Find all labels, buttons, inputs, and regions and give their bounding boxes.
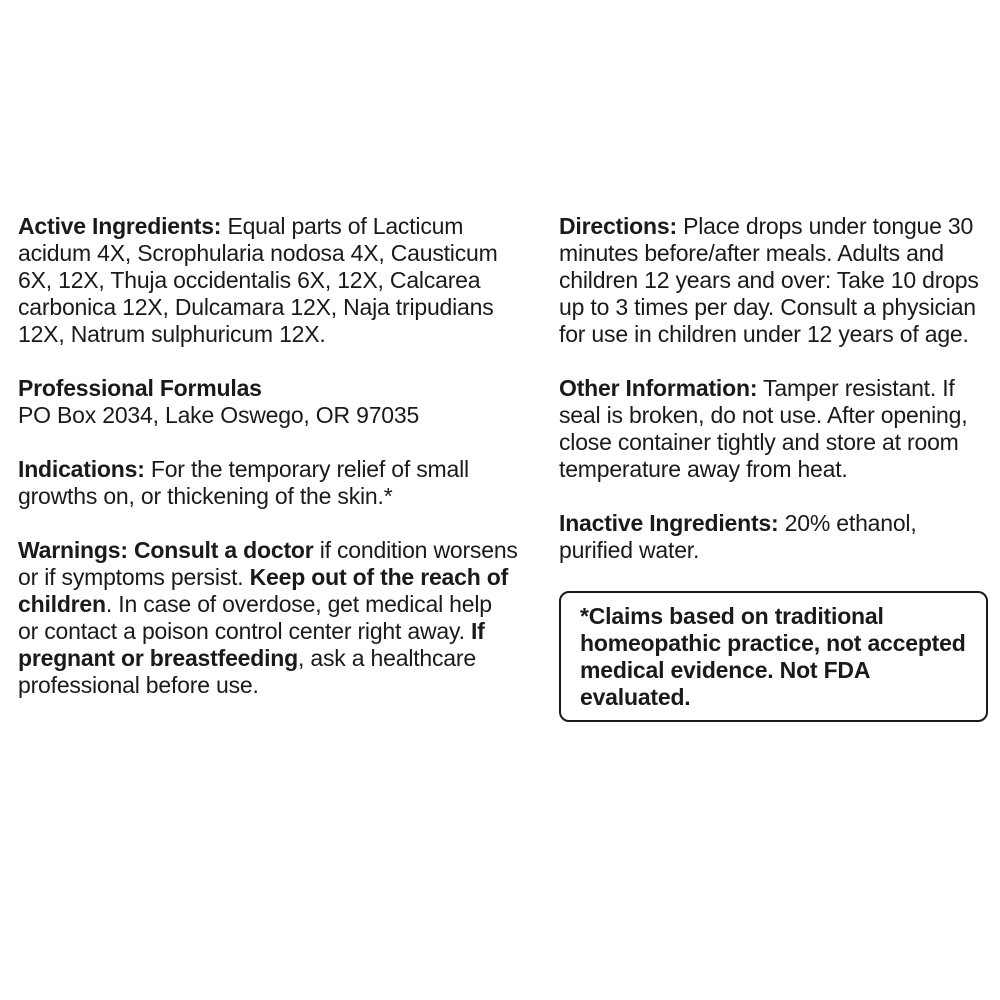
inactive-ingredients-text: 20% ethanol, purified water. — [559, 510, 917, 563]
other-information-label: Other Information: — [559, 375, 758, 401]
other-information-section — [559, 375, 989, 483]
warnings-pregnant: If pregnant or breastfeeding — [18, 618, 485, 671]
left-column — [18, 213, 518, 726]
warnings-keep-out: Keep out of the reach of children — [18, 564, 509, 617]
warnings-text-2: . In case of overdose, get medical help or contact a poison control center right away. — [18, 591, 492, 644]
indications-text: For the temporary relief of small growths on, or thickening of the skin.* — [18, 456, 469, 509]
company-address: PO Box 2034, Lake Oswego, OR 97035 — [18, 402, 420, 428]
indications-section — [18, 456, 518, 510]
directions-label: Directions: — [559, 213, 677, 239]
company-section — [18, 375, 518, 429]
inactive-ingredients-label: Inactive Ingredients: — [559, 510, 779, 536]
warnings-text-3: , ask a healthcare professional before use. — [18, 645, 476, 698]
other-information-text: Tamper resistant. If seal is broken, do not use. After opening, close container tightly and store at room temperature away from heat. — [559, 375, 968, 482]
inactive-ingredients-section — [559, 510, 989, 564]
right-column — [559, 213, 989, 722]
warnings-consult-doctor: Consult a doctor — [134, 537, 314, 563]
active-ingredients-text: Equal parts of Lacticum acidum 4X, Scrophularia nodosa 4X, Causticum 6X, 12X, Thuja occidentalis 6X, 12X, Calcarea carbonica 12X, Dulcamara 12X, Naja tripudians 12X, Natrum sulphuricum 12X. — [18, 213, 498, 347]
company-name: Professional Formulas — [18, 375, 262, 401]
claims-disclaimer-box — [559, 591, 988, 722]
warnings-text-1: if condition worsens or if symptoms persist. — [18, 537, 518, 590]
directions-section — [559, 213, 989, 348]
active-ingredients-label: Active Ingredients: — [18, 213, 222, 239]
warnings-label: Warnings: — [18, 537, 128, 563]
indications-label: Indications: — [18, 456, 145, 482]
claims-disclaimer-text: *Claims based on traditional homeopathic practice, not accepted medical evidence. Not FDA evaluated. — [580, 603, 966, 710]
active-ingredients-section — [18, 213, 518, 348]
directions-text: Place drops under tongue 30 minutes before/after meals. Adults and children 12 years and over: Take 10 drops up to 3 times per day. Consult a physician for use in children under 12 years of age. — [559, 213, 979, 347]
warnings-section — [18, 537, 518, 699]
